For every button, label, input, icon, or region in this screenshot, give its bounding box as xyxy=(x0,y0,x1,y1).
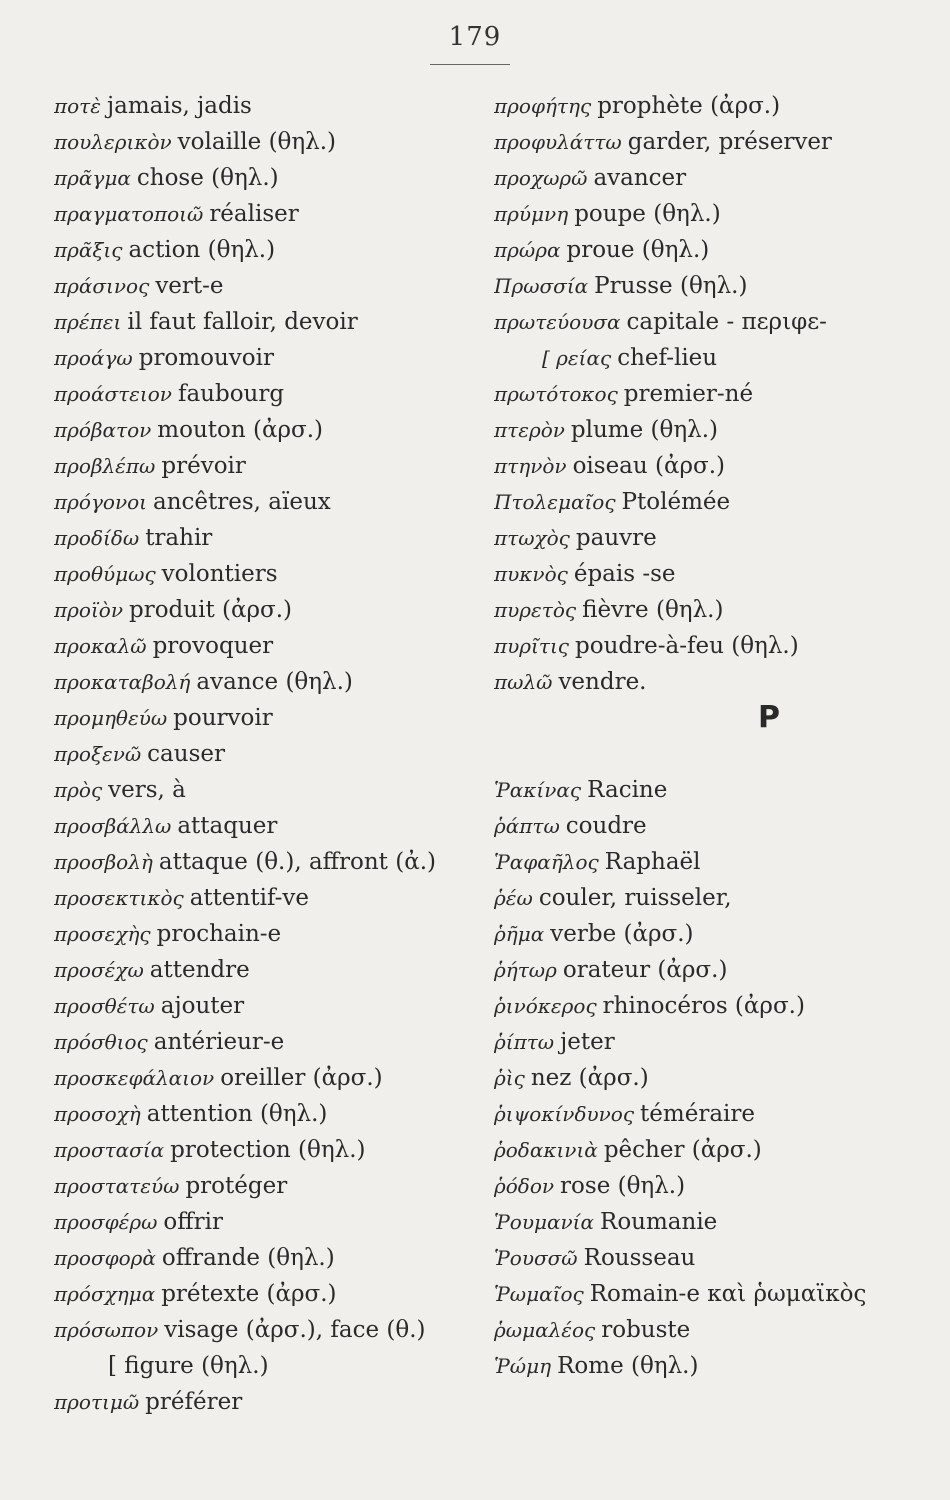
greek-headword: Ῥουμανία xyxy=(494,1210,595,1234)
dictionary-entry xyxy=(54,880,490,916)
french-translation: garder, préserver xyxy=(627,129,832,155)
greek-headword: πρόσωπον xyxy=(54,1318,159,1342)
french-translation: pêcher (ἀρσ.) xyxy=(603,1137,762,1163)
greek-headword: προστασία xyxy=(54,1138,165,1162)
dictionary-entry xyxy=(494,1168,934,1204)
dictionary-entry xyxy=(494,844,934,880)
greek-headword: προσφορὰ xyxy=(54,1246,156,1270)
french-translation: Roumanie xyxy=(600,1209,718,1235)
dictionary-entry xyxy=(494,88,934,124)
dictionary-entry xyxy=(54,664,490,700)
greek-headword: πτωχὸς xyxy=(494,526,570,550)
greek-headword: προστατεύω xyxy=(54,1174,180,1198)
dictionary-entry xyxy=(54,412,490,448)
greek-headword: προξενῶ xyxy=(54,742,142,766)
french-translation: prophète (ἀρσ.) xyxy=(597,93,781,119)
page-number-rule xyxy=(430,64,510,65)
dictionary-entry xyxy=(494,1312,934,1348)
french-translation: prévoir xyxy=(161,453,246,479)
french-translation: robuste xyxy=(601,1317,691,1343)
greek-headword: πρέπει xyxy=(54,310,122,334)
dictionary-entry xyxy=(54,1240,490,1276)
french-translation: Racine xyxy=(587,777,668,803)
greek-headword: [ ρείας xyxy=(542,346,612,370)
french-translation: vert-e xyxy=(155,273,224,299)
french-translation: volaille (θηλ.) xyxy=(177,129,337,155)
greek-headword: προτιμῶ xyxy=(54,1390,140,1414)
french-translation: jamais, jadis xyxy=(106,93,252,119)
greek-headword: πρύμνη xyxy=(494,202,569,226)
dictionary-entry xyxy=(54,1312,490,1348)
greek-headword: πρόσχημα xyxy=(54,1282,156,1306)
french-translation: oreiller (ἀρσ.) xyxy=(220,1065,383,1091)
french-translation: protection (θηλ.) xyxy=(170,1137,366,1163)
french-translation: offrir xyxy=(163,1209,223,1235)
dictionary-entry xyxy=(494,448,934,484)
french-translation: jeter xyxy=(560,1029,615,1055)
french-translation: trahir xyxy=(145,525,213,551)
dictionary-entry xyxy=(54,556,490,592)
greek-headword: πράσινος xyxy=(54,274,150,298)
french-translation: chose (θηλ.) xyxy=(136,165,279,191)
greek-headword: προσβάλλω xyxy=(54,814,172,838)
french-translation: nez (ἀρσ.) xyxy=(530,1065,649,1091)
french-translation: avancer xyxy=(593,165,687,191)
greek-headword: πυκνὸς xyxy=(494,562,568,586)
greek-headword: Ῥουσσῶ xyxy=(494,1246,578,1270)
greek-headword: Ῥώμη xyxy=(494,1354,552,1378)
dictionary-entry xyxy=(54,916,490,952)
dictionary-entry xyxy=(54,88,490,124)
dictionary-entry xyxy=(54,700,490,736)
greek-headword: προχωρῶ xyxy=(494,166,588,190)
greek-headword: πρώρα xyxy=(494,238,561,262)
french-translation: ancêtres, aïeux xyxy=(152,489,331,515)
french-translation: Rousseau xyxy=(583,1245,696,1271)
french-translation: ajouter xyxy=(160,993,245,1019)
greek-headword: ῥήτωρ xyxy=(494,958,557,982)
french-translation: fièvre (θηλ.) xyxy=(582,597,724,623)
french-translation: proue (θηλ.) xyxy=(566,237,710,263)
dictionary-entry xyxy=(54,124,490,160)
dictionary-entry xyxy=(494,520,934,556)
greek-headword: προσκεφάλαιον xyxy=(54,1066,215,1090)
greek-headword: ῥάπτω xyxy=(494,814,560,838)
dictionary-entry xyxy=(494,628,934,664)
greek-headword: ῥοδακινιὰ xyxy=(494,1138,598,1162)
french-translation: poupe (θηλ.) xyxy=(574,201,721,227)
dictionary-entry xyxy=(54,1348,490,1384)
french-translation: [ figure (θηλ.) xyxy=(108,1353,269,1379)
french-translation: attendre xyxy=(149,957,250,983)
dictionary-entry xyxy=(54,520,490,556)
greek-headword: προθύμως xyxy=(54,562,156,586)
right-column xyxy=(494,88,934,1384)
french-translation: plume (θηλ.) xyxy=(570,417,718,443)
greek-headword: Ῥαφαῆλος xyxy=(494,850,599,874)
dictionary-entry xyxy=(54,232,490,268)
french-translation: vers, à xyxy=(108,777,186,803)
greek-headword: ποτὲ xyxy=(54,94,101,118)
french-translation: pourvoir xyxy=(173,705,273,731)
dictionary-entry xyxy=(494,952,934,988)
greek-headword: προφυλάττω xyxy=(494,130,622,154)
section-letter: P xyxy=(758,700,780,735)
greek-headword: πυρετὸς xyxy=(494,598,577,622)
french-translation: faubourg xyxy=(177,381,285,407)
french-translation: pauvre xyxy=(575,525,657,551)
greek-headword: προσοχὴ xyxy=(54,1102,141,1126)
greek-headword: πρᾶξις xyxy=(54,238,123,262)
greek-headword: πουλερικὸν xyxy=(54,130,172,154)
dictionary-entry xyxy=(494,1276,934,1312)
dictionary-entry xyxy=(54,1024,490,1060)
greek-headword: Ῥωμαῖος xyxy=(494,1282,584,1306)
french-translation: Prusse (θηλ.) xyxy=(594,273,748,299)
french-translation: causer xyxy=(147,741,225,767)
dictionary-entry xyxy=(54,1060,490,1096)
french-translation: prochain-e xyxy=(156,921,282,947)
dictionary-entry xyxy=(494,988,934,1024)
french-translation: rhinocéros (ἀρσ.) xyxy=(602,993,805,1019)
french-translation: Ptolémée xyxy=(621,489,731,515)
greek-headword: πωλῶ xyxy=(494,670,553,694)
french-translation: Rome (θηλ.) xyxy=(557,1353,699,1379)
french-translation: Raphaël xyxy=(604,849,701,875)
french-translation: coudre xyxy=(565,813,647,839)
dictionary-entry xyxy=(54,1384,490,1420)
french-translation: il faut falloir, devoir xyxy=(127,309,358,335)
dictionary-entry xyxy=(494,376,934,412)
dictionary-entry xyxy=(494,592,934,628)
french-translation: oiseau (ἀρσ.) xyxy=(572,453,726,479)
dictionary-entry xyxy=(54,340,490,376)
french-translation: verbe (ἀρσ.) xyxy=(550,921,694,947)
greek-headword: προφήτης xyxy=(494,94,592,118)
dictionary-entry xyxy=(54,304,490,340)
dictionary-entry xyxy=(494,1240,934,1276)
greek-headword: πρωτεύουσα xyxy=(494,310,621,334)
greek-headword: ῥιψοκίνδυνος xyxy=(494,1102,635,1126)
french-translation: offrande (θηλ.) xyxy=(161,1245,335,1271)
greek-headword: προσφέρω xyxy=(54,1210,158,1234)
left-column xyxy=(54,88,490,1420)
greek-headword: προσεκτικὸς xyxy=(54,886,184,910)
dictionary-entry xyxy=(494,556,934,592)
french-translation: téméraire xyxy=(640,1101,755,1127)
french-translation: poudre-à-feu (θηλ.) xyxy=(575,633,799,659)
dictionary-entry xyxy=(494,196,934,232)
greek-headword: ῥωμαλέος xyxy=(494,1318,596,1342)
dictionary-entry xyxy=(54,952,490,988)
greek-headword: πρόβατον xyxy=(54,418,152,442)
dictionary-entry xyxy=(54,592,490,628)
greek-headword: πρᾶγμα xyxy=(54,166,131,190)
french-translation: attentif-ve xyxy=(189,885,310,911)
greek-headword: πτερὸν xyxy=(494,418,565,442)
french-translation: épais -se xyxy=(573,561,676,587)
dictionary-entry xyxy=(54,808,490,844)
dictionary-entry xyxy=(494,736,934,772)
french-translation: attention (θηλ.) xyxy=(146,1101,328,1127)
dictionary-entry xyxy=(54,376,490,412)
french-translation: produit (ἀρσ.) xyxy=(128,597,293,623)
dictionary-entry xyxy=(494,1204,934,1240)
french-translation: capitale - περιφε- xyxy=(626,309,827,335)
dictionary-entry xyxy=(54,1204,490,1240)
greek-headword: προκαλῶ xyxy=(54,634,147,658)
french-translation: vendre. xyxy=(558,669,647,695)
dictionary-entry xyxy=(494,664,934,700)
greek-headword: προμηθεύω xyxy=(54,706,168,730)
french-translation: préférer xyxy=(145,1389,243,1415)
french-translation: couler, ruisseler, xyxy=(538,885,732,911)
dictionary-entry xyxy=(494,1060,934,1096)
page-number: 179 xyxy=(448,22,502,52)
greek-headword: προσθέτω xyxy=(54,994,155,1018)
dictionary-entry xyxy=(494,484,934,520)
dictionary-entry xyxy=(54,736,490,772)
french-translation: réaliser xyxy=(209,201,299,227)
dictionary-entry xyxy=(494,1024,934,1060)
french-translation: rose (θηλ.) xyxy=(560,1173,686,1199)
greek-headword: ῥινόκερος xyxy=(494,994,597,1018)
greek-headword: προάστειον xyxy=(54,382,172,406)
greek-headword: προσβολὴ xyxy=(54,850,153,874)
french-translation: chef-lieu xyxy=(617,345,718,371)
greek-headword: ῥῆμα xyxy=(494,922,545,946)
greek-headword: προκαταβολή xyxy=(54,670,191,694)
greek-headword: Πτολεμαῖος xyxy=(494,490,616,514)
greek-headword: πρόσθιος xyxy=(54,1030,148,1054)
dictionary-entry xyxy=(494,412,934,448)
dictionary-entry xyxy=(54,1276,490,1312)
dictionary-entry xyxy=(54,628,490,664)
dictionary-entry xyxy=(54,772,490,808)
french-translation: action (θηλ.) xyxy=(128,237,276,263)
greek-headword: πυρῖτις xyxy=(494,634,570,658)
greek-headword: Ῥακίνας xyxy=(494,778,582,802)
french-translation: premier-né xyxy=(623,381,754,407)
french-translation: provoquer xyxy=(152,633,274,659)
dictionary-entry xyxy=(54,196,490,232)
greek-headword: πραγματοποιῶ xyxy=(54,202,204,226)
french-translation: Romain-e καὶ ῥωμαϊκὸς xyxy=(589,1281,867,1307)
greek-headword: πτηνὸν xyxy=(494,454,567,478)
dictionary-entry xyxy=(494,1132,934,1168)
french-translation: promouvoir xyxy=(138,345,274,371)
dictionary-entry xyxy=(54,1168,490,1204)
dictionary-entry xyxy=(494,232,934,268)
dictionary-entry xyxy=(54,1096,490,1132)
dictionary-entry xyxy=(494,772,934,808)
dictionary-entry xyxy=(494,340,934,376)
greek-headword: προσεχὴς xyxy=(54,922,151,946)
greek-headword: ῥὶς xyxy=(494,1066,525,1090)
dictionary-entry xyxy=(494,1096,934,1132)
dictionary-entry xyxy=(494,124,934,160)
dictionary-entry xyxy=(54,160,490,196)
french-translation: volontiers xyxy=(161,561,278,587)
greek-headword: προδίδω xyxy=(54,526,140,550)
greek-headword: προσέχω xyxy=(54,958,144,982)
dictionary-entry xyxy=(54,844,490,880)
dictionary-entry xyxy=(54,448,490,484)
greek-headword: ῥίπτω xyxy=(494,1030,555,1054)
dictionary-entry xyxy=(54,988,490,1024)
greek-headword: ῥόδον xyxy=(494,1174,555,1198)
dictionary-entry xyxy=(494,916,934,952)
dictionary-entry xyxy=(54,1132,490,1168)
dictionary-entry xyxy=(494,1348,934,1384)
dictionary-entry xyxy=(54,484,490,520)
dictionary-entry xyxy=(494,160,934,196)
french-translation: attaquer xyxy=(177,813,278,839)
french-translation: visage (ἀρσ.), face (θ.) xyxy=(164,1317,426,1343)
greek-headword: πρὸς xyxy=(54,778,103,802)
dictionary-entry xyxy=(494,880,934,916)
greek-headword: προβλέπω xyxy=(54,454,156,478)
french-translation: antérieur-e xyxy=(153,1029,285,1055)
french-translation: avance (θηλ.) xyxy=(196,669,353,695)
greek-headword: ῥέω xyxy=(494,886,533,910)
french-translation: attaque (θ.), affront (ἀ.) xyxy=(158,849,437,875)
greek-headword: πρωτότοκος xyxy=(494,382,618,406)
dictionary-entry xyxy=(494,808,934,844)
french-translation: prétexte (ἀρσ.) xyxy=(161,1281,337,1307)
french-translation: protéger xyxy=(185,1173,288,1199)
dictionary-entry xyxy=(494,304,934,340)
greek-headword: προάγω xyxy=(54,346,133,370)
dictionary-entry xyxy=(54,268,490,304)
greek-headword: Πρωσσία xyxy=(494,274,589,298)
greek-headword: προϊὸν xyxy=(54,598,123,622)
greek-headword: πρόγονοι xyxy=(54,490,147,514)
french-translation: mouton (ἀρσ.) xyxy=(157,417,323,443)
french-translation: orateur (ἀρσ.) xyxy=(562,957,728,983)
dictionary-entry xyxy=(494,268,934,304)
